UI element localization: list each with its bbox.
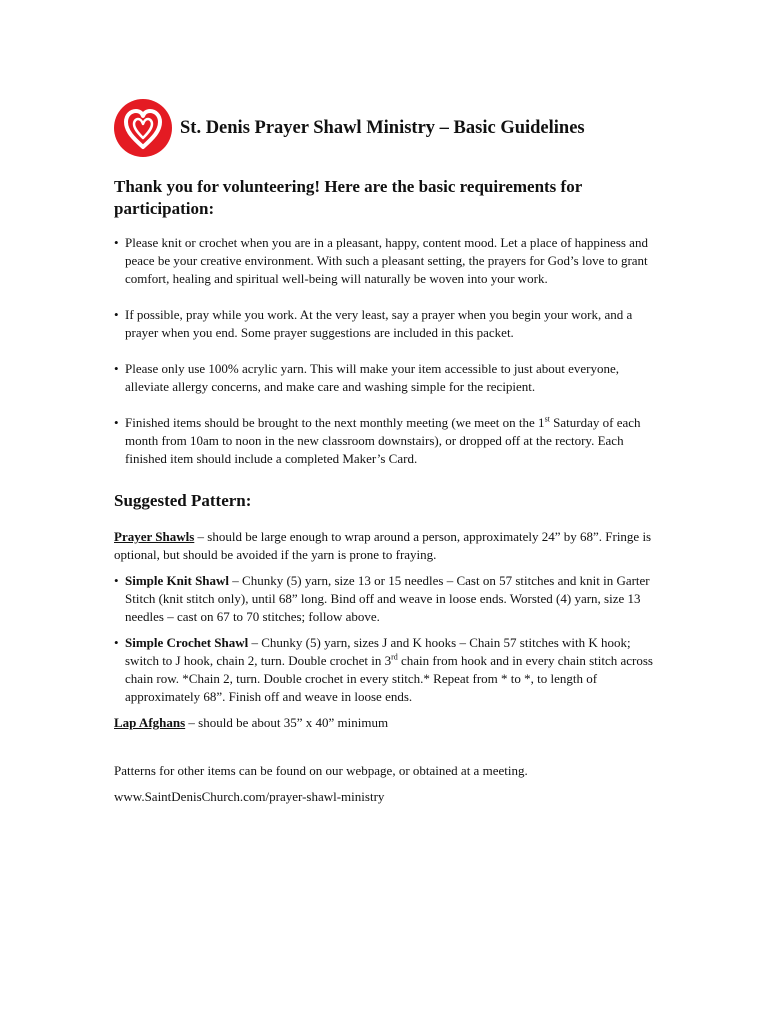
crochet-shawl-text: – Chunky (5) yarn, sizes J and K hooks – Chain 57 stitches with K hook; switch to J hook, chain 2, turn. Double crochet in 3 [125, 635, 631, 668]
lap-afghans-label: Lap Afghans [114, 715, 186, 730]
crochet-shawl-label: Simple Crochet Shawl [125, 635, 249, 650]
bullet-icon: • [114, 307, 119, 322]
prayer-shawls-paragraph [114, 528, 662, 564]
crochet-shawl-text: chain from hook and in every chain stitch across chain row. *Chain 2, turn. Double crochet in every stitch.* Repeat from * to *, to length of approximately 68”. Finish off and weave in loose ends. [125, 653, 653, 704]
website-link[interactable]: www.SaintDenisChurch.com/prayer-shawl-ministry [114, 789, 385, 804]
requirement-text: Finished items should be brought to the next monthly meeting (we meet on the 1 [125, 415, 545, 430]
pattern-list [114, 572, 662, 706]
list-item [114, 306, 662, 342]
requirement-text: Please knit or crochet when you are in a pleasant, happy, content mood. Let a place of happiness and peace be your creative environment. With such a pleasant setting, the prayers for God’s love to grant comfort, healing and spiritual well-being will naturally be woven into your work. [125, 235, 648, 286]
knit-shawl-label: Simple Knit Shawl [125, 573, 230, 588]
prayer-shawls-label: Prayer Shawls [114, 529, 195, 544]
requirement-text: If possible, pray while you work. At the very least, say a prayer when you begin your work, and a prayer when you end. Some prayer suggestions are included in this packet. [125, 307, 633, 340]
bullet-icon: • [114, 415, 119, 430]
bullet-icon: • [114, 235, 119, 250]
heart-icon [113, 98, 173, 158]
footer-note: Patterns for other items can be found on our webpage, or obtained at a meeting. [114, 763, 528, 778]
knit-shawl-text: – Chunky (5) yarn, size 13 or 15 needles – Cast on 57 stitches and knit in Garter Stitch (knit stitch only), until 68” long. Bind off and weave in loose ends. Worsted (4) yarn, size 13 needles – cast on 67 to 70 stitches; follow above. [125, 573, 650, 624]
bullet-icon: • [114, 573, 119, 588]
ordinal-suffix: rd [391, 652, 398, 662]
prayer-shawls-text: – should be large enough to wrap around a person, approximately 24” by 68”. Fringe is optional, but should be avoided if the yarn is prone to fraying. [114, 529, 652, 562]
list-item [114, 360, 662, 396]
list-item [114, 572, 662, 626]
list-item [114, 634, 662, 706]
pattern-heading: Suggested Pattern: [114, 491, 252, 510]
lap-afghans-paragraph [114, 714, 662, 732]
intro-heading: Thank you for volunteering! Here are the basic requirements for participation: [114, 177, 582, 218]
ordinal-suffix: st [544, 414, 550, 424]
bullet-icon: • [114, 361, 119, 376]
bullet-icon: • [114, 635, 119, 650]
requirements-list [114, 234, 662, 468]
requirement-text: Please only use 100% acrylic yarn. This will make your item accessible to just about everyone, alleviate allergy concerns, and make care and washing simple for the recipient. [125, 361, 619, 394]
list-item [114, 234, 662, 288]
lap-afghans-text: – should be about 35” x 40” minimum [185, 715, 389, 730]
document-body [114, 176, 662, 806]
list-item [114, 414, 662, 468]
requirement-text: Saturday of each month from 10am to noon in the new classroom downstairs), or dropped off at the rectory. Each finished item should include a completed Maker’s Card. [125, 415, 641, 466]
page-title: St. Denis Prayer Shawl Ministry – Basic Guidelines [180, 118, 585, 138]
